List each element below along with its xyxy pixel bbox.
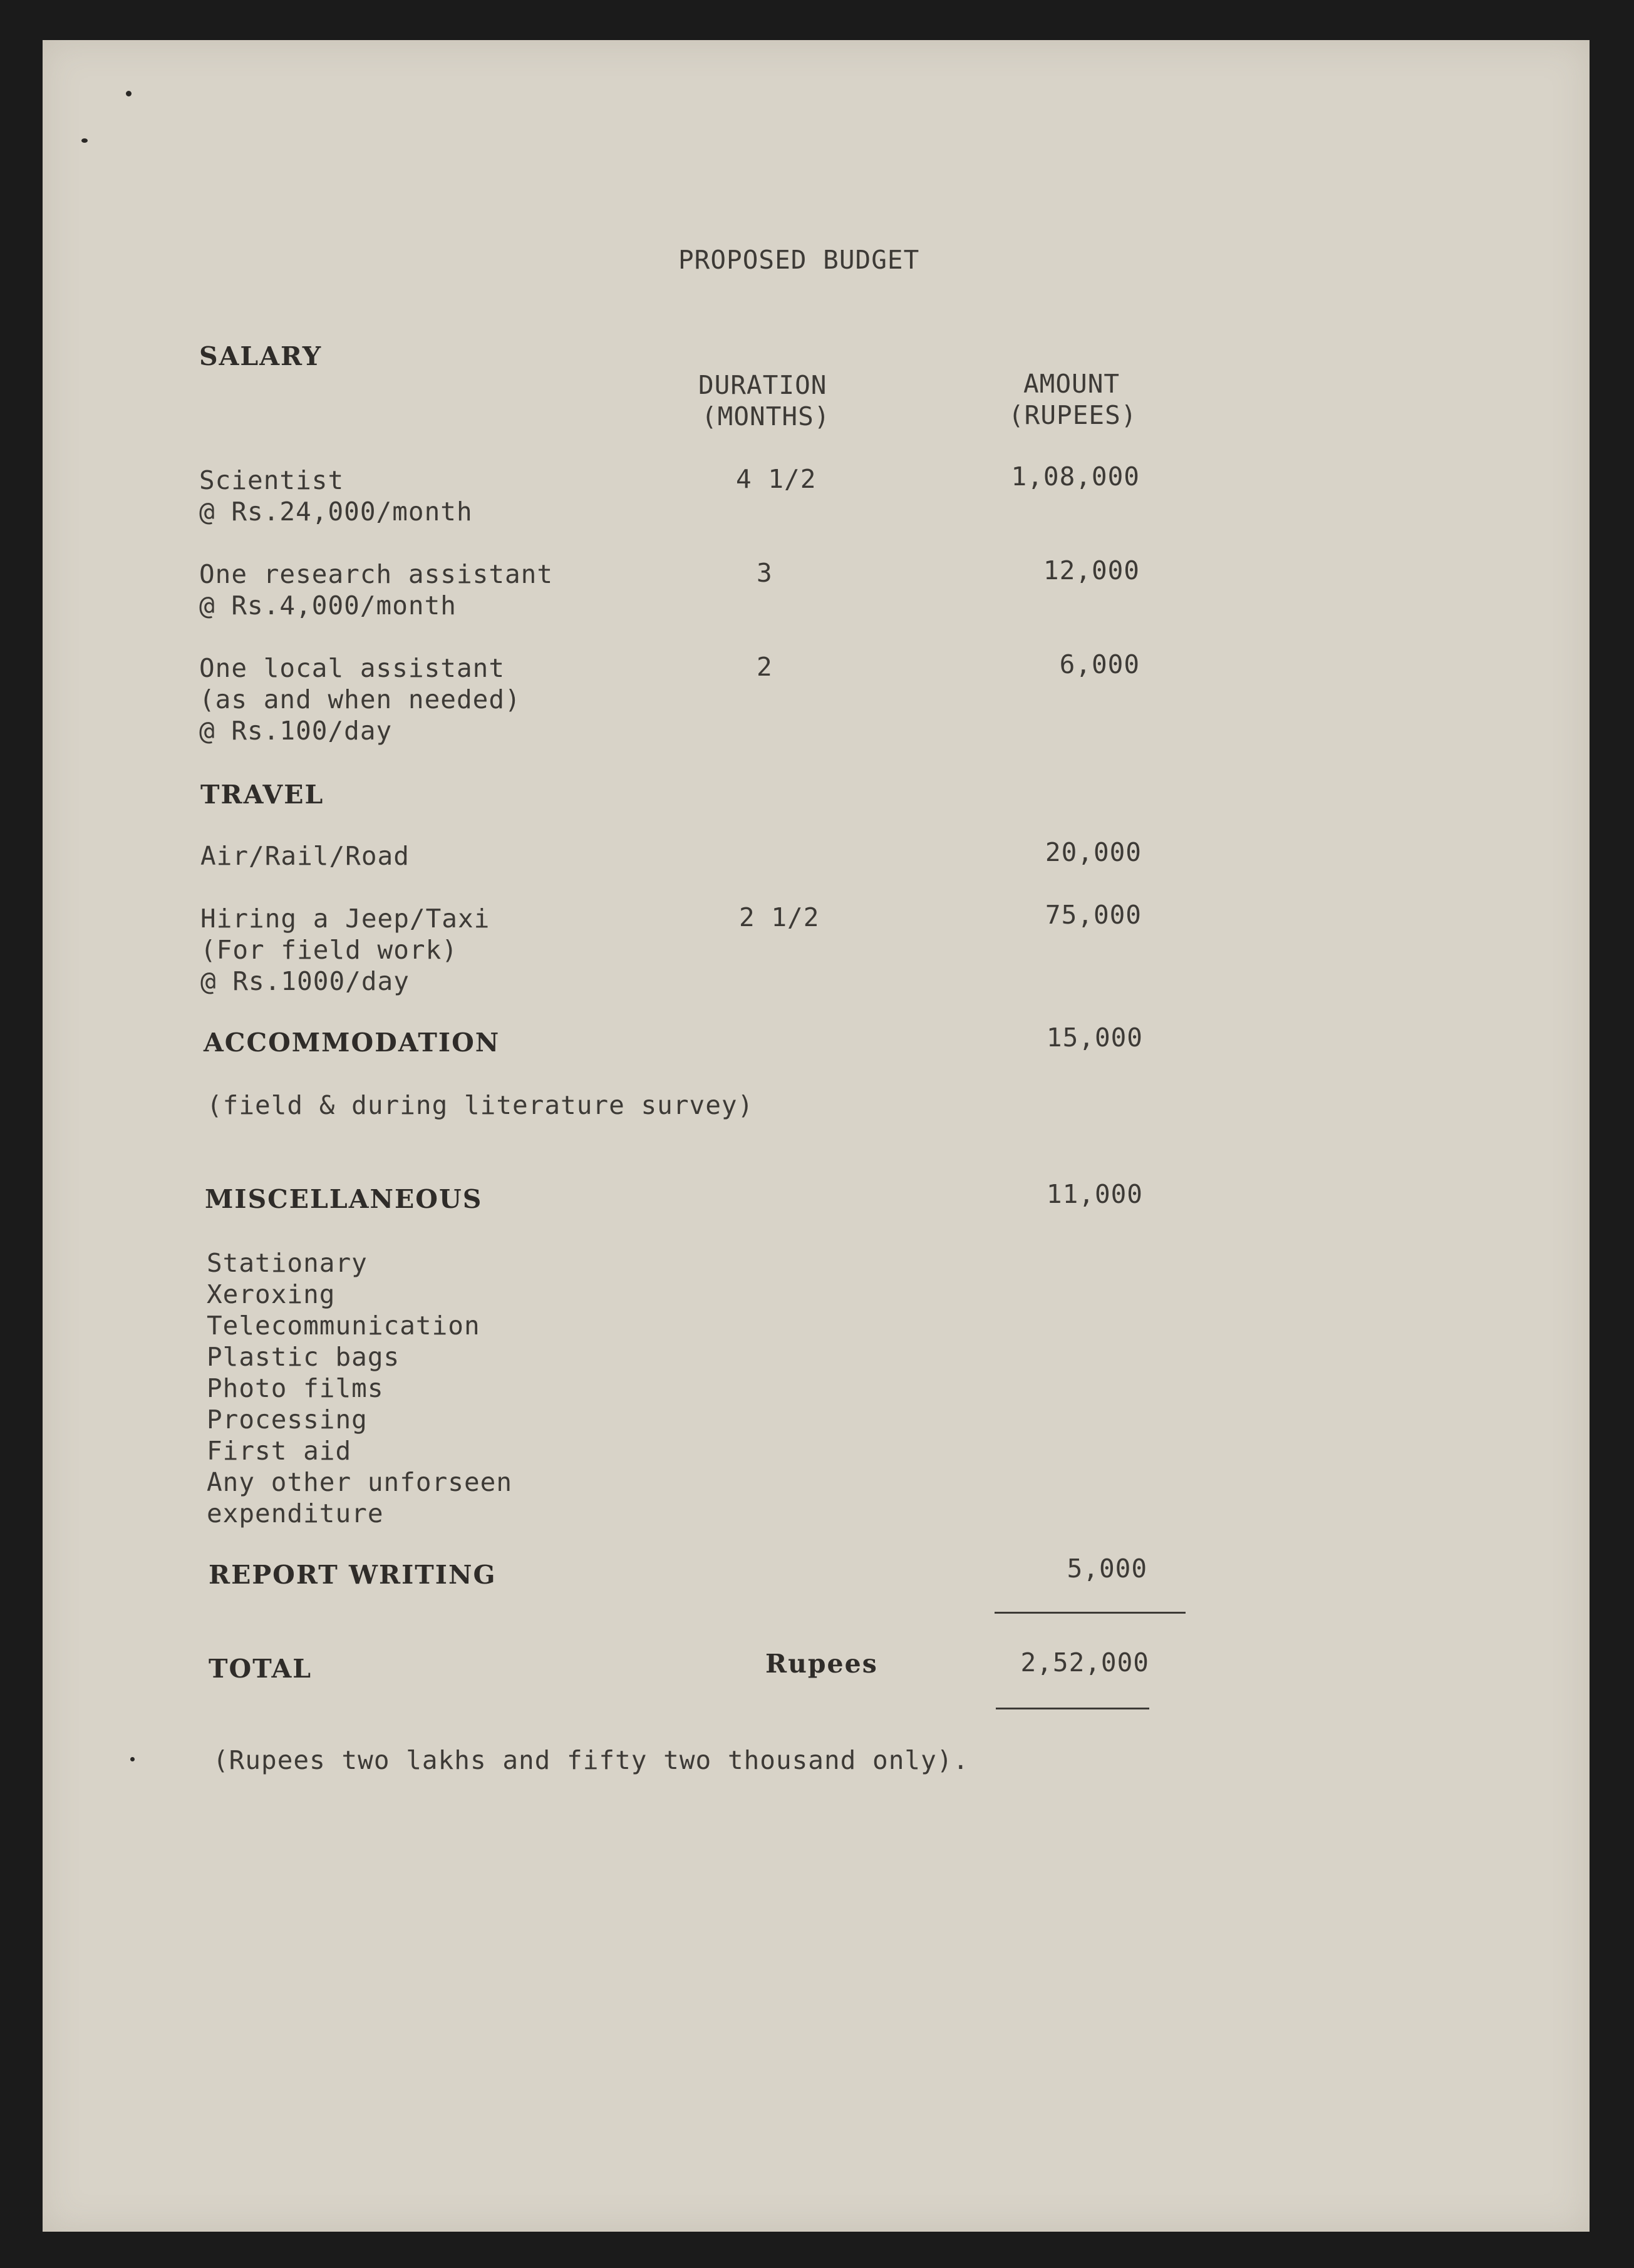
travel-item-jeep-duration: 2 1/2 <box>739 902 820 932</box>
paper-speck <box>130 1757 135 1761</box>
section-heading-salary: SALARY <box>199 341 323 371</box>
subtotal-rule <box>995 1612 1186 1614</box>
salary-item-research-assistant-duration: 3 <box>757 558 773 588</box>
misc-item: Photo films <box>207 1373 384 1403</box>
travel-item-air-rail-road-amount: 20,000 <box>1045 837 1142 867</box>
section-heading-miscellaneous: MISCELLANEOUS <box>205 1184 483 1214</box>
salary-item-local-assistant-amount: 6,000 <box>1059 649 1140 679</box>
misc-item: Xeroxing <box>207 1279 336 1309</box>
travel-item-jeep-amount: 75,000 <box>1045 900 1142 930</box>
total-rule <box>996 1708 1149 1709</box>
column-header-amount-unit: (RUPEES) <box>1008 400 1137 430</box>
travel-item-jeep-line1: Hiring a Jeep/Taxi <box>200 904 490 934</box>
salary-item-scientist-line2: @ Rs.24,000/month <box>199 497 473 527</box>
section-heading-travel: TRAVEL <box>200 780 324 810</box>
total-in-words: (Rupees two lakhs and fifty two thousand only). <box>213 1745 970 1775</box>
column-header-duration-unit: (MONTHS) <box>701 401 830 431</box>
misc-item: Telecommunication <box>207 1311 480 1341</box>
column-header-duration: DURATION <box>698 370 827 400</box>
travel-item-air-rail-road: Air/Rail/Road <box>200 841 410 871</box>
accommodation-amount: 15,000 <box>1046 1023 1143 1053</box>
misc-item: expenditure <box>207 1498 384 1528</box>
miscellaneous-amount: 11,000 <box>1046 1179 1143 1209</box>
salary-item-local-assistant-line2: (as and when needed) <box>199 684 521 714</box>
paper-speck <box>81 138 88 143</box>
section-heading-report-writing: REPORT WRITING <box>209 1560 497 1590</box>
salary-item-local-assistant-duration: 2 <box>757 652 773 682</box>
section-heading-accommodation: ACCOMMODATION <box>204 1028 500 1058</box>
travel-item-jeep-line3: @ Rs.1000/day <box>200 966 410 996</box>
misc-item: Processing <box>207 1405 368 1435</box>
total-label: TOTAL <box>209 1654 313 1684</box>
salary-item-research-assistant-line2: @ Rs.4,000/month <box>199 590 457 621</box>
paper-speck <box>126 91 132 96</box>
salary-item-research-assistant-amount: 12,000 <box>1043 555 1140 585</box>
salary-item-scientist-amount: 1,08,000 <box>1011 461 1140 492</box>
salary-item-local-assistant-line1: One local assistant <box>199 653 505 683</box>
misc-item: Stationary <box>207 1248 368 1278</box>
salary-item-scientist-line1: Scientist <box>199 465 344 495</box>
column-header-amount: AMOUNT <box>1023 369 1120 399</box>
salary-item-local-assistant-line3: @ Rs.100/day <box>199 716 393 746</box>
salary-item-research-assistant-line1: One research assistant <box>199 559 554 589</box>
misc-item: Any other unforseen <box>207 1467 512 1497</box>
report-writing-amount: 5,000 <box>1067 1554 1147 1584</box>
travel-item-jeep-line2: (For field work) <box>200 935 458 965</box>
total-currency: Rupees <box>765 1649 878 1679</box>
accommodation-note: (field & during literature survey) <box>207 1090 754 1120</box>
salary-item-scientist-duration: 4 1/2 <box>736 464 817 494</box>
misc-item: First aid <box>207 1436 352 1466</box>
document-title: PROPOSED BUDGET <box>678 245 920 275</box>
total-amount: 2,52,000 <box>1020 1647 1149 1678</box>
misc-item: Plastic bags <box>207 1342 400 1372</box>
